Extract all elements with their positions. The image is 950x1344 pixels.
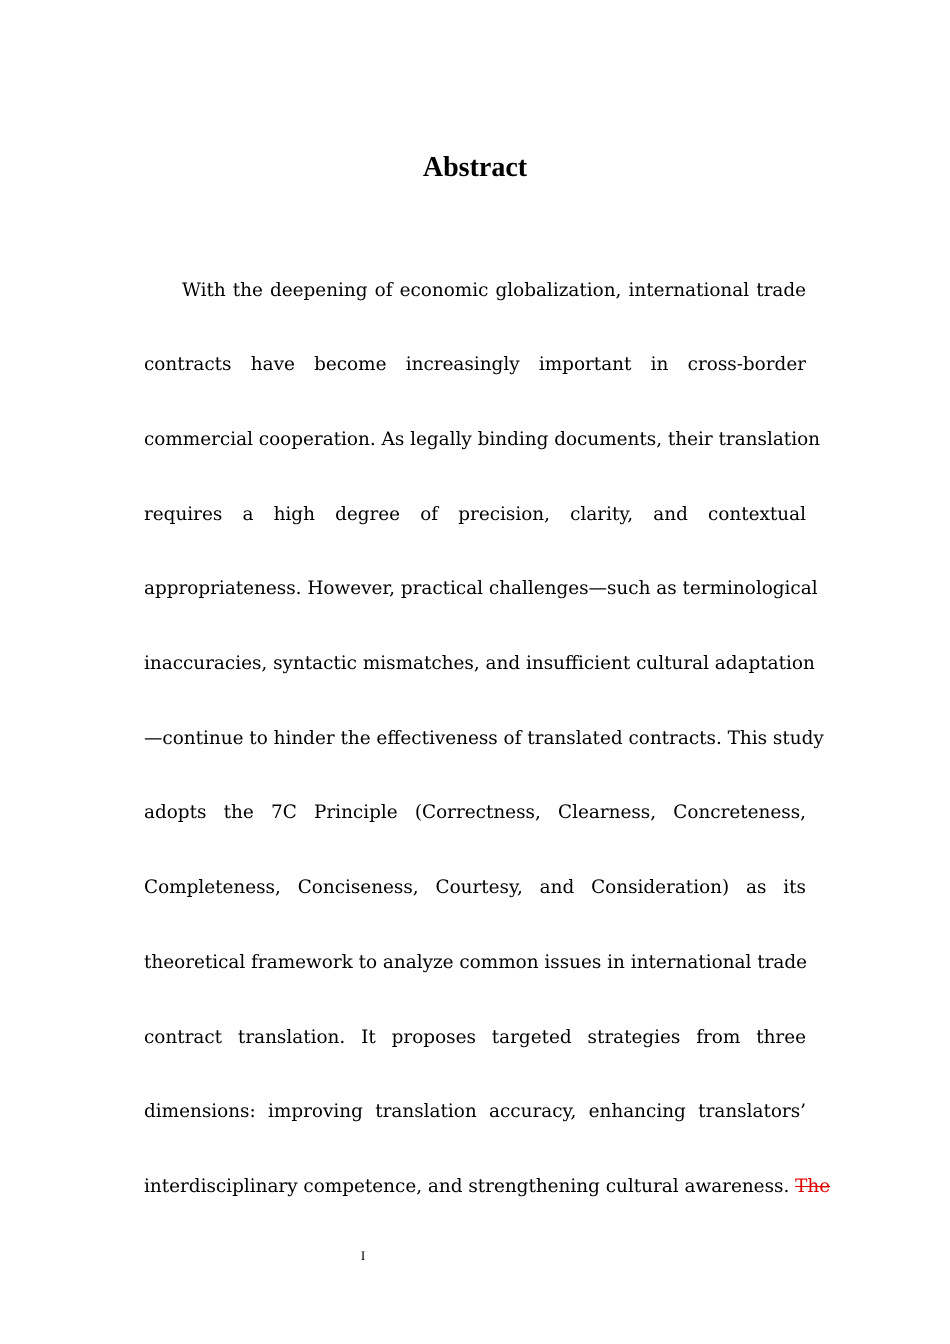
paragraph-line-6: inaccuracies, syntactic mismatches, and insufficient cultural adaptation: [144, 653, 815, 674]
paragraph-line-12: dimensions: improving translation accuracy, enhancing translators’: [144, 1101, 806, 1122]
paragraph-line-7: —continue to hinder the effectiveness of translated contracts. This study: [144, 728, 824, 749]
paragraph-line-13: [144, 1172, 831, 1202]
paragraph-line-3: commercial cooperation. As legally binding documents, their translation: [144, 429, 820, 450]
paragraph-line-8: adopts the 7C Principle (Correctness, Clearness, Concreteness,: [144, 802, 806, 823]
page-number: I: [360, 1248, 366, 1263]
paragraph-line-11: contract translation. It proposes targeted strategies from three: [144, 1027, 806, 1048]
paragraph-line-4: requires a high degree of precision, clarity, and contextual: [144, 504, 806, 525]
paragraph-line-2: contracts have become increasingly important in cross-border: [144, 354, 806, 375]
abstract-title: Abstract: [422, 152, 528, 183]
paragraph-line-10: theoretical framework to analyze common issues in international trade: [144, 952, 808, 973]
tracked-deletion: The: [795, 1176, 831, 1197]
paragraph-line-1: With the deepening of economic globalization, international trade: [182, 280, 806, 301]
paragraph-line-5: appropriateness. However, practical challenges—such as terminological: [144, 578, 818, 599]
paragraph-line-13-text: interdisciplinary competence, and strengthening cultural awareness.: [144, 1176, 790, 1197]
paragraph-line-9: Completeness, Conciseness, Courtesy, and Consideration) as its: [144, 877, 806, 898]
